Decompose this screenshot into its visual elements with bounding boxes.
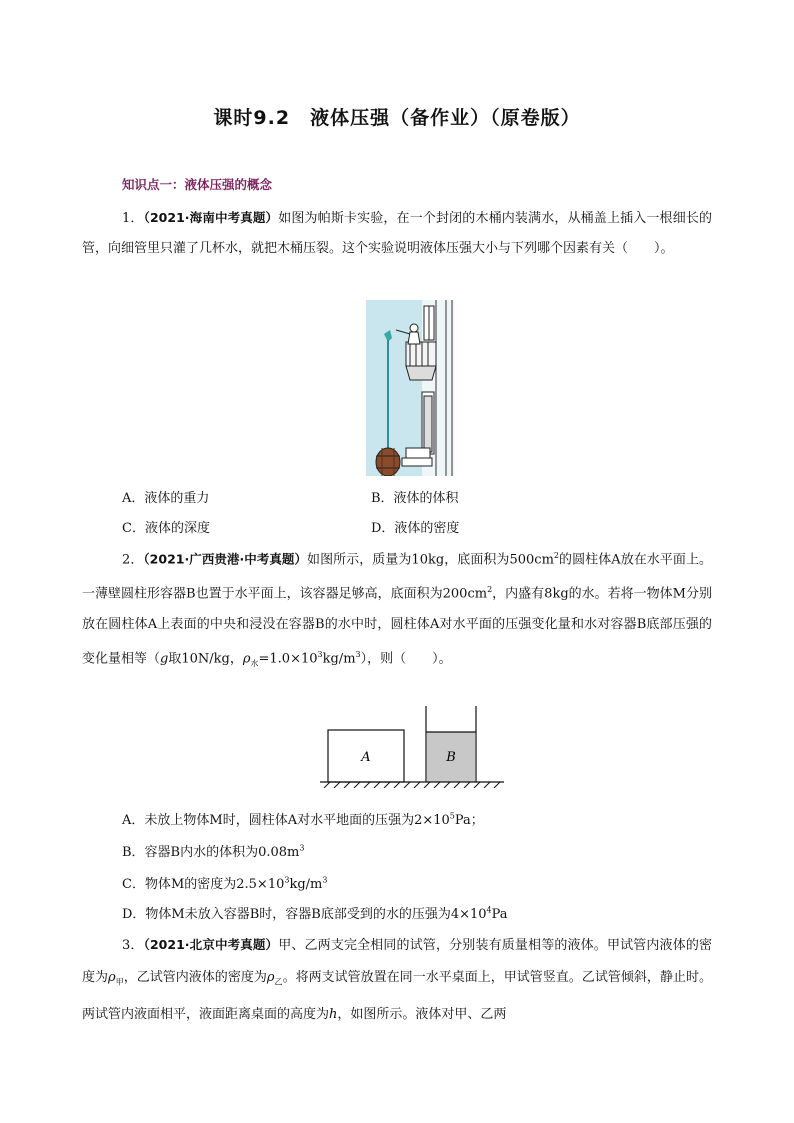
question-3 [82,929,712,1031]
q2-source: （2021·广西贵港·中考真题） [143,551,308,567]
q1-option-d: D．液体的密度 [371,521,460,536]
q2-sup-a: 2 [553,551,559,560]
q3-sub-jia: 甲 [115,977,124,987]
q3-number: 3． [122,938,144,953]
q3-source: （2021·北京中考真题） [143,937,279,952]
q2-text-a: 如图所示，质量为10kg，底面积为500cm [307,552,554,568]
q3-text-b: ，乙试管内液体的密度为 [123,970,267,985]
q2-sup-c: 3 [317,649,323,659]
q1-option-a: A．液体的重力 [122,491,210,506]
q2-option-b: B．容器B内水的体积为$0.08m^3$ [122,843,305,860]
q1-option-b: B．液体的体积 [371,491,459,506]
question-2 [82,541,712,679]
q2-text-e: =1.0×10 [258,650,318,666]
label-a: A [361,750,371,765]
section-heading: 知识点一：液体压强的概念 [122,177,273,192]
q1-source: （2021·海南中考真题） [143,210,279,225]
q3-sub-yi: 乙 [274,977,283,987]
q2-text-f: kg/m [322,650,356,666]
label-b: B [446,750,456,765]
pascal-barrel-figure [366,300,454,476]
q2-text-c: ，内盛有8kg的水。若将一物体M分别放在圆柱体A上表面的中央和浸没在容器B的水中时，圆柱体A对水平面的压强变化量和水对容器B底部压强的变化量相等（ [82,586,712,666]
q2-text-d: 取10N/kg， [168,650,243,666]
q2-text-g: ），则（ ）。 [360,650,452,666]
page-title: 课时9.2 液体压强（备作业）（原卷版） [213,107,581,129]
q1-number: 1． [122,211,144,226]
q2-option-a: A．未放上物体M时，圆柱体A对水平地面的压强为$2\times 10^5Pa$； [122,811,484,828]
cylinder-container-figure [320,706,504,788]
q2-rho-symbol: ρ [242,650,251,666]
q2-g-symbol: g [160,650,169,666]
q1-text: 如图为帕斯卡实验，在一个封闭的木桶内装满水，从桶盖上插入一根细长的管，向细管里只灌了几杯水，就把木桶压裂。这个实验说明液体压强大小与下列哪个因素有关（ ）。 [82,211,712,256]
q2-sup-d: 3 [355,649,361,659]
q2-option-c: C．物体M的密度为$2.5\times 10^3kg/m^3$ [122,875,328,892]
q3-h-symbol: h [329,1006,338,1022]
q2-text-b: 的圆柱体A放在水平面上。一薄壁圆柱形容器B也置于水平面上，该容器足够高，底面积为200cm [82,552,712,602]
pascal-barrel-illustration [366,300,454,476]
q2-option-d: D．物体M未放入容器B时，容器B底部受到的水的压强为$4\times 10^4Pa$ [122,905,508,922]
q3-text-d: ，如图所示。液体对甲、乙两 [337,1006,507,1022]
question-1 [82,203,712,264]
q2-rho-subscript: 水 [250,658,259,668]
q3-rho-jia: ρ [108,970,116,985]
q1-option-c: C．液体的深度 [122,521,210,536]
q3-text-c: 。将两支试管放置在同一水平桌面上，甲试管竖直。乙试管倾斜，静止时。两试管内液面相平，液面距离桌面的高度为 [82,970,712,1022]
q2-sup-b: 2 [487,585,493,595]
q3-rho-yi: ρ [266,970,275,985]
q2-number: 2． [122,552,144,568]
q3-text-a: 甲、乙两支完全相同的试管，分别装有质量相等的液体。甲试管内液体的密度为 [82,938,712,985]
